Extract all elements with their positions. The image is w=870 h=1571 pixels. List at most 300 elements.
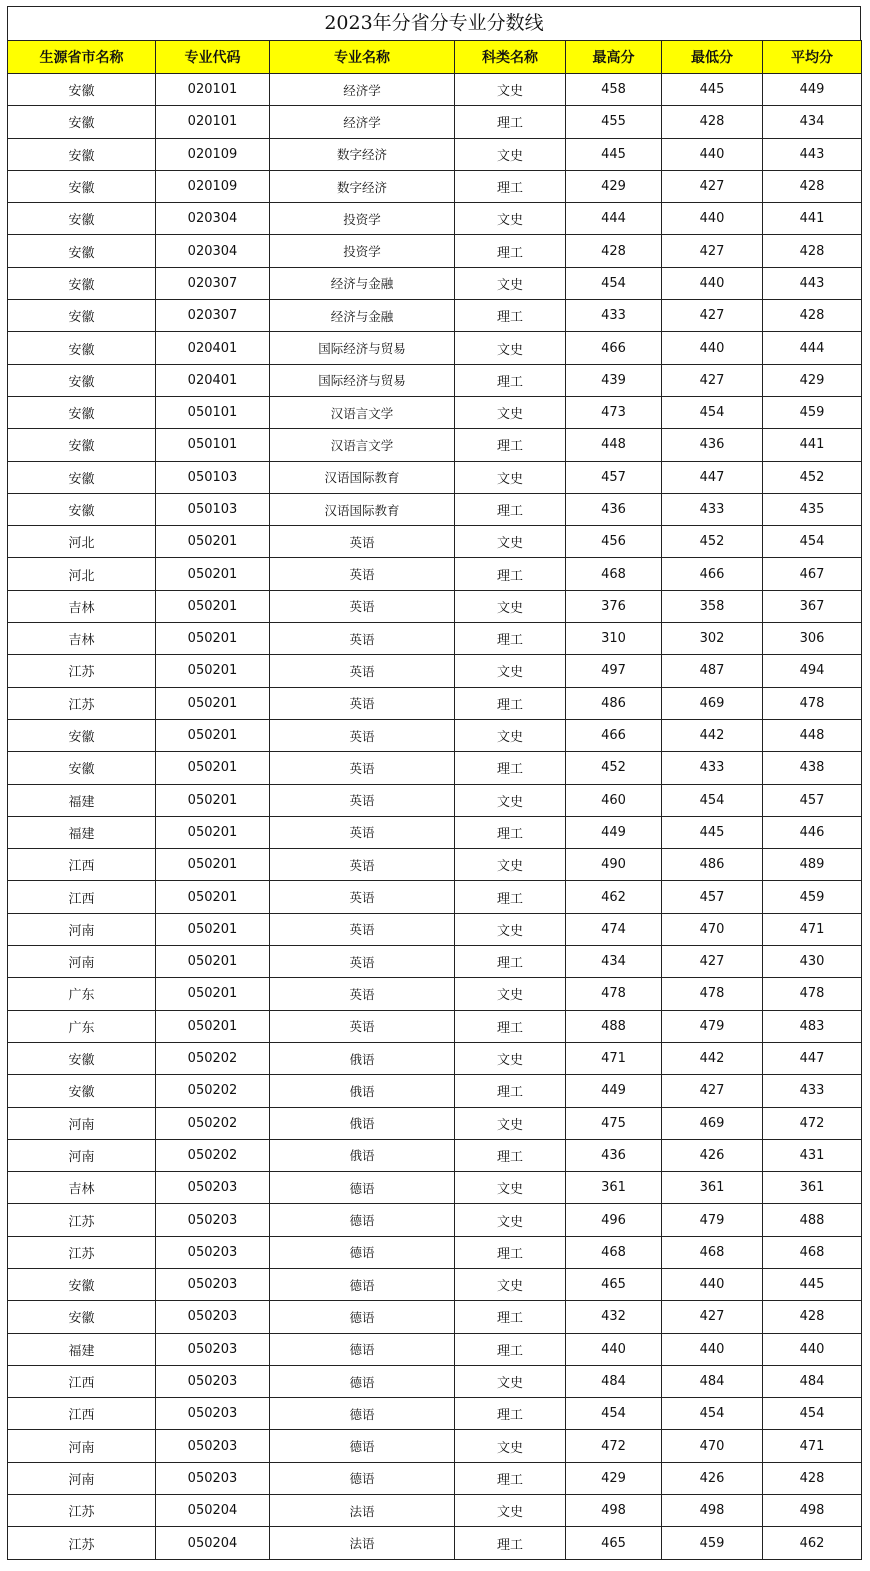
cell-major-code: 050201: [156, 816, 270, 848]
cell-category: 文史: [455, 655, 566, 687]
cell-major-code: 020304: [156, 203, 270, 235]
cell-major-name: 德语: [270, 1268, 455, 1300]
cell-avg-score: 444: [763, 332, 862, 364]
cell-major-name: 经济学: [270, 106, 455, 138]
cell-major-name: 德语: [270, 1398, 455, 1430]
cell-avg-score: 431: [763, 1139, 862, 1171]
table-row: [8, 1204, 862, 1236]
cell-category: 文史: [455, 1204, 566, 1236]
table-row: [8, 719, 862, 751]
cell-avg-score: 454: [763, 1398, 862, 1430]
cell-major-code: 050203: [156, 1236, 270, 1268]
cell-category: 理工: [455, 170, 566, 202]
cell-avg-score: 478: [763, 687, 862, 719]
cell-max-score: 454: [566, 267, 662, 299]
cell-avg-score: 438: [763, 752, 862, 784]
cell-major-code: 050202: [156, 1107, 270, 1139]
header-major-code: 专业代码: [156, 41, 270, 74]
cell-max-score: 458: [566, 74, 662, 106]
cell-province: 安徽: [8, 396, 156, 428]
cell-min-score: 427: [662, 1075, 763, 1107]
cell-max-score: 465: [566, 1527, 662, 1559]
cell-avg-score: 457: [763, 784, 862, 816]
table-row: [8, 235, 862, 267]
cell-min-score: 442: [662, 1042, 763, 1074]
cell-max-score: 429: [566, 1462, 662, 1494]
cell-major-name: 经济与金融: [270, 267, 455, 299]
cell-min-score: 445: [662, 74, 763, 106]
cell-avg-score: 306: [763, 623, 862, 655]
cell-min-score: 426: [662, 1462, 763, 1494]
cell-avg-score: 428: [763, 1301, 862, 1333]
cell-max-score: 361: [566, 1172, 662, 1204]
cell-max-score: 444: [566, 203, 662, 235]
cell-province: 安徽: [8, 138, 156, 170]
cell-max-score: 445: [566, 138, 662, 170]
cell-major-code: 050201: [156, 623, 270, 655]
table-row: [8, 1139, 862, 1171]
table-row: [8, 1365, 862, 1397]
cell-avg-score: 462: [763, 1527, 862, 1559]
cell-avg-score: 446: [763, 816, 862, 848]
cell-major-name: 德语: [270, 1172, 455, 1204]
cell-min-score: 427: [662, 1301, 763, 1333]
cell-category: 文史: [455, 267, 566, 299]
cell-avg-score: 468: [763, 1236, 862, 1268]
cell-min-score: 427: [662, 170, 763, 202]
cell-min-score: 486: [662, 849, 763, 881]
cell-province: 江苏: [8, 1204, 156, 1236]
cell-major-code: 050202: [156, 1042, 270, 1074]
cell-min-score: 447: [662, 461, 763, 493]
cell-major-code: 050203: [156, 1301, 270, 1333]
cell-province: 安徽: [8, 429, 156, 461]
cell-max-score: 448: [566, 429, 662, 461]
cell-max-score: 439: [566, 364, 662, 396]
cell-avg-score: 445: [763, 1268, 862, 1300]
cell-avg-score: 429: [763, 364, 862, 396]
cell-province: 安徽: [8, 1042, 156, 1074]
cell-avg-score: 361: [763, 1172, 862, 1204]
cell-province: 安徽: [8, 203, 156, 235]
cell-category: 文史: [455, 978, 566, 1010]
cell-major-name: 经济学: [270, 74, 455, 106]
cell-min-score: 436: [662, 429, 763, 461]
cell-max-score: 474: [566, 913, 662, 945]
cell-major-code: 050201: [156, 784, 270, 816]
cell-major-code: 050202: [156, 1075, 270, 1107]
cell-max-score: 376: [566, 590, 662, 622]
cell-avg-score: 434: [763, 106, 862, 138]
header-max-score: 最高分: [566, 41, 662, 74]
cell-province: 吉林: [8, 1172, 156, 1204]
cell-min-score: 478: [662, 978, 763, 1010]
cell-min-score: 440: [662, 267, 763, 299]
table-row: [8, 655, 862, 687]
cell-min-score: 452: [662, 526, 763, 558]
cell-min-score: 442: [662, 719, 763, 751]
cell-min-score: 440: [662, 1268, 763, 1300]
cell-category: 理工: [455, 429, 566, 461]
cell-category: 理工: [455, 364, 566, 396]
cell-avg-score: 489: [763, 849, 862, 881]
cell-major-name: 汉语言文学: [270, 429, 455, 461]
table-row: [8, 1398, 862, 1430]
cell-avg-score: 471: [763, 1430, 862, 1462]
cell-major-name: 投资学: [270, 235, 455, 267]
cell-major-code: 050204: [156, 1495, 270, 1527]
cell-province: 广东: [8, 1010, 156, 1042]
cell-category: 文史: [455, 138, 566, 170]
cell-category: 文史: [455, 849, 566, 881]
cell-province: 广东: [8, 978, 156, 1010]
cell-province: 江西: [8, 1365, 156, 1397]
cell-province: 安徽: [8, 1075, 156, 1107]
cell-max-score: 454: [566, 1398, 662, 1430]
table-row: [8, 74, 862, 106]
cell-major-code: 050202: [156, 1139, 270, 1171]
cell-major-code: 050203: [156, 1172, 270, 1204]
cell-category: 理工: [455, 881, 566, 913]
cell-max-score: 466: [566, 332, 662, 364]
cell-category: 理工: [455, 1398, 566, 1430]
cell-max-score: 428: [566, 235, 662, 267]
cell-province: 河南: [8, 913, 156, 945]
cell-max-score: 436: [566, 493, 662, 525]
cell-major-name: 国际经济与贸易: [270, 364, 455, 396]
cell-major-name: 俄语: [270, 1042, 455, 1074]
header-major-name: 专业名称: [270, 41, 455, 74]
cell-min-score: 433: [662, 752, 763, 784]
cell-avg-score: 494: [763, 655, 862, 687]
cell-major-name: 德语: [270, 1430, 455, 1462]
cell-province: 江苏: [8, 687, 156, 719]
cell-category: 文史: [455, 1495, 566, 1527]
table-row: [8, 752, 862, 784]
table-row: [8, 687, 862, 719]
cell-major-name: 俄语: [270, 1107, 455, 1139]
cell-max-score: 466: [566, 719, 662, 751]
cell-major-name: 英语: [270, 1010, 455, 1042]
cell-min-score: 479: [662, 1010, 763, 1042]
cell-avg-score: 472: [763, 1107, 862, 1139]
cell-max-score: 468: [566, 558, 662, 590]
cell-major-name: 英语: [270, 687, 455, 719]
cell-province: 安徽: [8, 332, 156, 364]
cell-major-name: 英语: [270, 558, 455, 590]
cell-min-score: 454: [662, 1398, 763, 1430]
cell-min-score: 440: [662, 138, 763, 170]
table-row: [8, 1527, 862, 1559]
cell-category: 理工: [455, 1010, 566, 1042]
cell-major-code: 020304: [156, 235, 270, 267]
cell-province: 安徽: [8, 461, 156, 493]
cell-min-score: 469: [662, 1107, 763, 1139]
cell-min-score: 459: [662, 1527, 763, 1559]
score-sheet: [7, 6, 861, 1560]
cell-avg-score: 467: [763, 558, 862, 590]
cell-major-code: 050201: [156, 752, 270, 784]
cell-max-score: 468: [566, 1236, 662, 1268]
cell-max-score: 462: [566, 881, 662, 913]
cell-max-score: 432: [566, 1301, 662, 1333]
cell-major-name: 俄语: [270, 1139, 455, 1171]
cell-avg-score: 449: [763, 74, 862, 106]
cell-min-score: 470: [662, 1430, 763, 1462]
table-row: [8, 396, 862, 428]
cell-avg-score: 428: [763, 1462, 862, 1494]
table-row: [8, 300, 862, 332]
header-row: [8, 41, 862, 74]
cell-avg-score: 443: [763, 267, 862, 299]
cell-avg-score: 441: [763, 203, 862, 235]
cell-category: 理工: [455, 752, 566, 784]
cell-major-code: 050201: [156, 849, 270, 881]
cell-major-name: 英语: [270, 623, 455, 655]
cell-major-code: 050101: [156, 429, 270, 461]
cell-major-code: 050201: [156, 655, 270, 687]
cell-category: 理工: [455, 816, 566, 848]
cell-avg-score: 440: [763, 1333, 862, 1365]
table-row: [8, 364, 862, 396]
cell-category: 文史: [455, 1430, 566, 1462]
cell-avg-score: 471: [763, 913, 862, 945]
table-row: [8, 170, 862, 202]
cell-province: 安徽: [8, 719, 156, 751]
cell-max-score: 460: [566, 784, 662, 816]
cell-max-score: 497: [566, 655, 662, 687]
cell-min-score: 457: [662, 881, 763, 913]
cell-category: 文史: [455, 1365, 566, 1397]
cell-province: 河南: [8, 1462, 156, 1494]
cell-max-score: 496: [566, 1204, 662, 1236]
cell-major-code: 050203: [156, 1204, 270, 1236]
table-row: [8, 1042, 862, 1074]
cell-category: 理工: [455, 946, 566, 978]
cell-major-name: 英语: [270, 784, 455, 816]
cell-min-score: 427: [662, 946, 763, 978]
cell-category: 文史: [455, 1268, 566, 1300]
cell-major-name: 德语: [270, 1236, 455, 1268]
cell-major-name: 投资学: [270, 203, 455, 235]
table-row: [8, 913, 862, 945]
cell-category: 文史: [455, 1172, 566, 1204]
cell-min-score: 484: [662, 1365, 763, 1397]
cell-major-name: 德语: [270, 1333, 455, 1365]
cell-max-score: 472: [566, 1430, 662, 1462]
cell-province: 吉林: [8, 623, 156, 655]
cell-major-code: 050103: [156, 461, 270, 493]
cell-province: 河南: [8, 1430, 156, 1462]
cell-category: 文史: [455, 1107, 566, 1139]
cell-min-score: 427: [662, 235, 763, 267]
cell-min-score: 445: [662, 816, 763, 848]
cell-max-score: 457: [566, 461, 662, 493]
cell-major-code: 050203: [156, 1333, 270, 1365]
cell-major-code: 020109: [156, 170, 270, 202]
cell-category: 文史: [455, 74, 566, 106]
cell-major-name: 国际经济与贸易: [270, 332, 455, 364]
cell-province: 福建: [8, 1333, 156, 1365]
cell-avg-score: 448: [763, 719, 862, 751]
cell-category: 理工: [455, 493, 566, 525]
table-row: [8, 558, 862, 590]
cell-province: 安徽: [8, 1268, 156, 1300]
page-title: 2023年分省分专业分数线: [7, 6, 861, 40]
table-row: [8, 1301, 862, 1333]
cell-major-code: 050201: [156, 590, 270, 622]
cell-major-name: 英语: [270, 719, 455, 751]
cell-province: 河北: [8, 526, 156, 558]
cell-major-code: 050201: [156, 558, 270, 590]
cell-min-score: 468: [662, 1236, 763, 1268]
cell-province: 福建: [8, 816, 156, 848]
cell-major-code: 020307: [156, 267, 270, 299]
cell-max-score: 436: [566, 1139, 662, 1171]
cell-max-score: 434: [566, 946, 662, 978]
table-row: [8, 1075, 862, 1107]
cell-min-score: 361: [662, 1172, 763, 1204]
table-row: [8, 267, 862, 299]
cell-major-code: 050203: [156, 1430, 270, 1462]
table-row: [8, 1268, 862, 1300]
cell-province: 江苏: [8, 1527, 156, 1559]
cell-avg-score: 447: [763, 1042, 862, 1074]
cell-province: 安徽: [8, 170, 156, 202]
cell-min-score: 440: [662, 1333, 763, 1365]
table-row: [8, 332, 862, 364]
cell-min-score: 454: [662, 784, 763, 816]
header-province: 生源省市名称: [8, 41, 156, 74]
cell-province: 江西: [8, 849, 156, 881]
cell-category: 文史: [455, 332, 566, 364]
cell-min-score: 427: [662, 300, 763, 332]
cell-min-score: 433: [662, 493, 763, 525]
cell-max-score: 490: [566, 849, 662, 881]
table-row: [8, 1236, 862, 1268]
cell-category: 理工: [455, 687, 566, 719]
cell-max-score: 452: [566, 752, 662, 784]
cell-province: 江苏: [8, 1495, 156, 1527]
cell-major-code: 050203: [156, 1462, 270, 1494]
cell-major-name: 英语: [270, 655, 455, 687]
table-row: [8, 106, 862, 138]
header-category: 科类名称: [455, 41, 566, 74]
cell-min-score: 426: [662, 1139, 763, 1171]
cell-province: 安徽: [8, 300, 156, 332]
cell-avg-score: 367: [763, 590, 862, 622]
cell-min-score: 498: [662, 1495, 763, 1527]
cell-category: 理工: [455, 623, 566, 655]
cell-major-code: 050201: [156, 1010, 270, 1042]
cell-major-code: 050203: [156, 1268, 270, 1300]
cell-major-code: 020307: [156, 300, 270, 332]
cell-max-score: 310: [566, 623, 662, 655]
cell-major-code: 050201: [156, 687, 270, 719]
cell-major-name: 数字经济: [270, 170, 455, 202]
cell-province: 安徽: [8, 1301, 156, 1333]
table-row: [8, 849, 862, 881]
cell-min-score: 466: [662, 558, 763, 590]
cell-avg-score: 459: [763, 396, 862, 428]
cell-category: 理工: [455, 1301, 566, 1333]
cell-major-name: 德语: [270, 1462, 455, 1494]
cell-min-score: 440: [662, 203, 763, 235]
cell-major-name: 德语: [270, 1365, 455, 1397]
cell-major-name: 英语: [270, 978, 455, 1010]
cell-category: 理工: [455, 1527, 566, 1559]
cell-avg-score: 478: [763, 978, 862, 1010]
cell-max-score: 456: [566, 526, 662, 558]
cell-category: 文史: [455, 396, 566, 428]
cell-min-score: 358: [662, 590, 763, 622]
cell-major-code: 050201: [156, 978, 270, 1010]
header-avg-score: 平均分: [763, 41, 862, 74]
cell-province: 江西: [8, 1398, 156, 1430]
cell-avg-score: 428: [763, 235, 862, 267]
cell-major-code: 050204: [156, 1527, 270, 1559]
cell-major-name: 法语: [270, 1495, 455, 1527]
cell-avg-score: 488: [763, 1204, 862, 1236]
cell-max-score: 429: [566, 170, 662, 202]
table-row: [8, 784, 862, 816]
cell-major-name: 数字经济: [270, 138, 455, 170]
cell-province: 河南: [8, 1139, 156, 1171]
cell-category: 文史: [455, 526, 566, 558]
cell-category: 文史: [455, 719, 566, 751]
cell-major-code: 050201: [156, 881, 270, 913]
cell-province: 安徽: [8, 493, 156, 525]
cell-major-name: 汉语国际教育: [270, 493, 455, 525]
cell-major-name: 汉语国际教育: [270, 461, 455, 493]
cell-max-score: 475: [566, 1107, 662, 1139]
cell-major-name: 英语: [270, 590, 455, 622]
cell-category: 理工: [455, 300, 566, 332]
table-row: [8, 1495, 862, 1527]
table-row: [8, 1010, 862, 1042]
table-row: [8, 429, 862, 461]
cell-category: 理工: [455, 1333, 566, 1365]
table-row: [8, 493, 862, 525]
cell-max-score: 433: [566, 300, 662, 332]
table-row: [8, 623, 862, 655]
table-row: [8, 590, 862, 622]
cell-province: 安徽: [8, 106, 156, 138]
cell-avg-score: 433: [763, 1075, 862, 1107]
cell-major-code: 050203: [156, 1365, 270, 1397]
cell-avg-score: 484: [763, 1365, 862, 1397]
cell-category: 理工: [455, 558, 566, 590]
cell-max-score: 488: [566, 1010, 662, 1042]
cell-major-code: 020109: [156, 138, 270, 170]
table-row: [8, 526, 862, 558]
cell-category: 文史: [455, 784, 566, 816]
cell-avg-score: 498: [763, 1495, 862, 1527]
cell-category: 文史: [455, 203, 566, 235]
cell-max-score: 449: [566, 1075, 662, 1107]
cell-major-code: 020401: [156, 332, 270, 364]
cell-province: 江苏: [8, 655, 156, 687]
cell-province: 河南: [8, 1107, 156, 1139]
cell-major-name: 汉语言文学: [270, 396, 455, 428]
cell-max-score: 455: [566, 106, 662, 138]
cell-category: 文史: [455, 461, 566, 493]
cell-max-score: 478: [566, 978, 662, 1010]
cell-major-name: 俄语: [270, 1075, 455, 1107]
cell-major-name: 英语: [270, 526, 455, 558]
table-row: [8, 1172, 862, 1204]
cell-category: 理工: [455, 1236, 566, 1268]
